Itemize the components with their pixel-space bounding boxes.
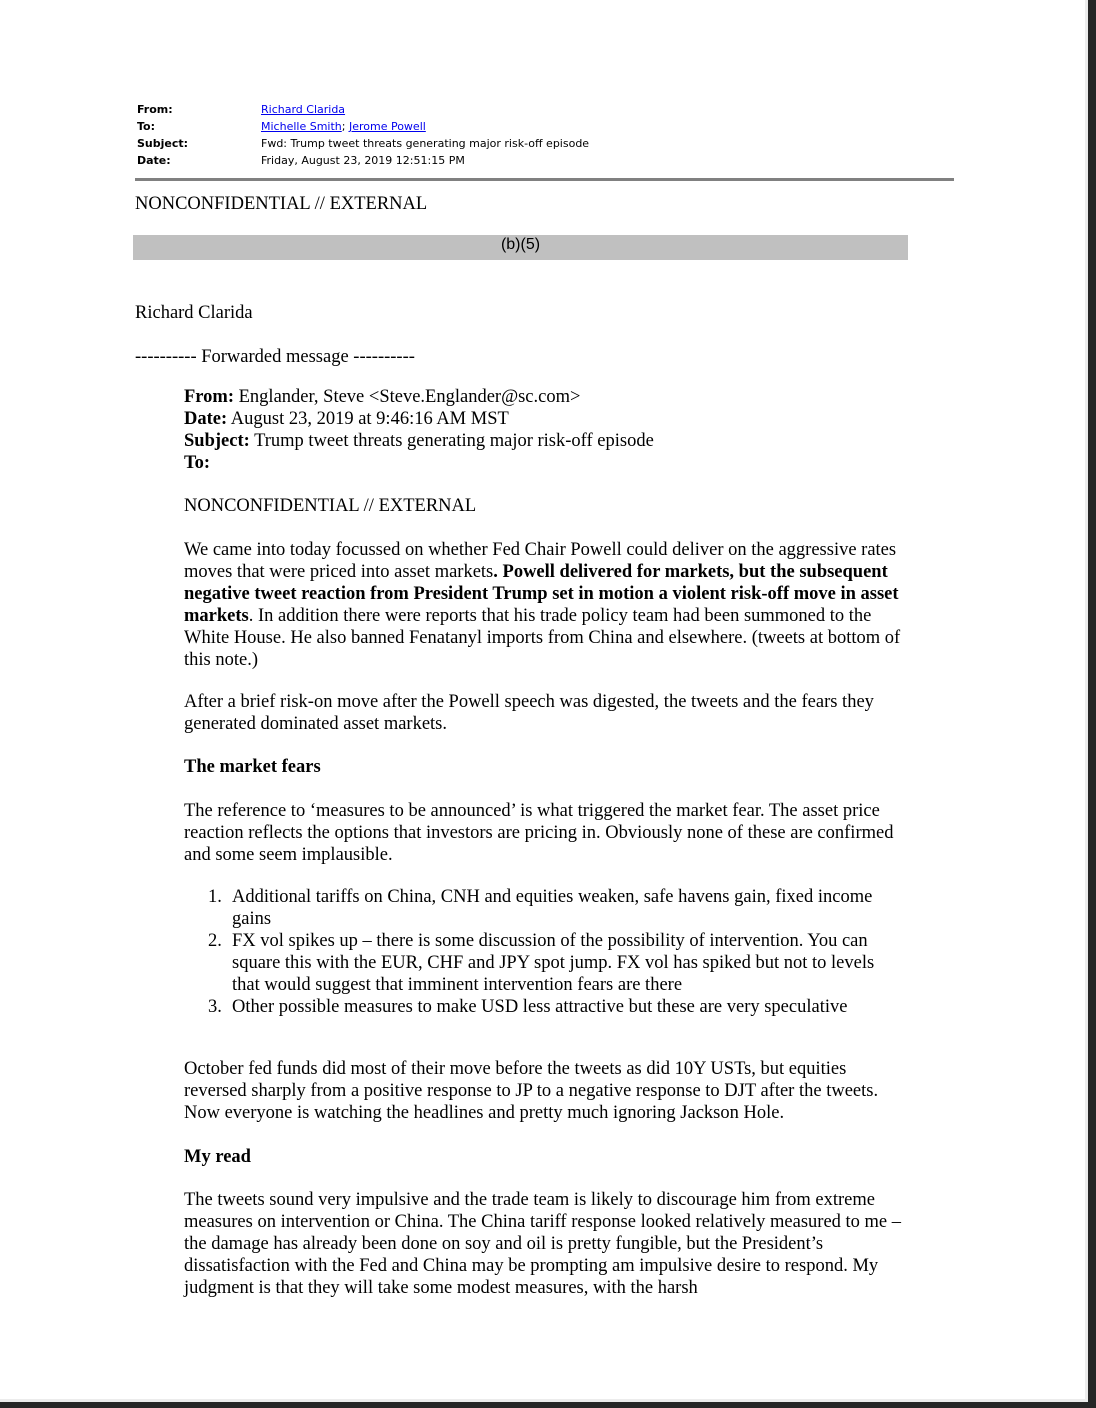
list-item-number: 1. — [208, 887, 222, 907]
list-item — [184, 930, 904, 996]
recipient-link-jerome-powell[interactable]: Jerome Powell — [348, 120, 426, 133]
classification-label: NONCONFIDENTIAL // EXTERNAL — [135, 194, 428, 214]
list-item-number: 3. — [208, 997, 222, 1017]
list-item-text: FX vol spikes up – there is some discussion of the possibility of intervention. You can square this with the EUR, CHF and JPY spot jump. FX vol has spiked but not to levels that would suggest that imminent intervention fears are there — [232, 931, 875, 995]
list-item — [184, 996, 904, 1018]
section-heading-market-fears — [184, 756, 904, 778]
fwd-subject-label: Subject: — [184, 431, 250, 451]
recipient-link-michelle-smith[interactable]: Michelle Smith — [261, 120, 342, 133]
list-item-text: Other possible measures to make USD less attractive but these are very speculative — [232, 997, 848, 1017]
fwd-subject-row — [184, 430, 904, 452]
fwd-to-row — [184, 452, 904, 474]
section-heading-my-read — [184, 1146, 904, 1168]
header-subject-label: Subject: — [137, 137, 189, 150]
recipient-separator: ; — [341, 120, 349, 133]
fwd-date-row — [184, 408, 904, 430]
header-subject-value: Fwd: Trump tweet threats generating major risk-off episode — [261, 137, 590, 150]
heading-my-read-text: My read — [184, 1147, 251, 1167]
fwd-from-label: From: — [184, 387, 234, 407]
header-from-row — [137, 101, 589, 118]
fwd-date-label: Date: — [184, 409, 228, 429]
redaction-block — [133, 235, 908, 260]
list-item-number: 2. — [208, 931, 222, 951]
heading-market-fears-text: The market fears — [184, 757, 321, 777]
fwd-classification-label: NONCONFIDENTIAL // EXTERNAL — [184, 496, 477, 516]
header-date-row — [137, 152, 589, 169]
header-to-row — [137, 118, 589, 135]
header-to-label: To: — [137, 120, 155, 133]
body-paragraph-4: October fed funds did most of their move before the tweets as did 10Y USTs, but equities reversed sharply from a positive response to JP to a negative response to DJT after the tweets. Now everyone is watching the headlines and pretty much ignoring Jackson Hole. — [184, 1059, 879, 1123]
list-item — [184, 886, 904, 930]
para1-text-a: We came into today focussed on whether Fed Chair Powell could deliver on the aggressive rates moves that were priced into asset markets — [184, 540, 897, 582]
fwd-subject-value: Trump tweet threats generating major risk-off episode — [249, 431, 654, 451]
market-fears-list — [184, 886, 904, 1018]
header-subject-row — [137, 135, 589, 152]
para1-text-b: . In addition there were reports that his trade policy team had been summoned to the White House. He also banned Fenatanyl imports from China and elsewhere. (tweets at bottom of this note.) — [184, 606, 901, 670]
body-paragraph-2: After a brief risk-on move after the Powell speech was digested, the tweets and the fears they generated dominated asset markets. — [184, 692, 874, 734]
forwarded-message-marker: ---------- Forwarded message ---------- — [135, 347, 415, 367]
header-divider — [135, 178, 954, 181]
body-paragraph-5: The tweets sound very impulsive and the trade team is likely to discourage him from extreme measures on intervention or China. The China tariff response looked relatively measured to me – the damage has already been done on soy and oil is pretty fungible, but the President’s dissatisfaction with the Fed and China may be prompting am impulsive desire to respond. My judgment is that they will take some modest measures, with the harsh — [184, 1190, 902, 1298]
body-paragraph-1 — [184, 539, 904, 671]
fwd-to-label: To: — [184, 453, 211, 473]
list-item-text: Additional tariffs on China, CNH and equities weaken, safe havens gain, fixed income gains — [232, 887, 873, 929]
redaction-label: (b)(5) — [500, 236, 541, 253]
header-date-label: Date: — [137, 154, 171, 167]
email-header — [137, 101, 589, 169]
sender-link[interactable]: Richard Clarida — [261, 103, 346, 116]
para1-bold-text: . Powell delivered for markets, but the subsequent negative tweet reaction from President Trump set in motion a violent risk-off move in asset markets — [184, 562, 899, 626]
fwd-from-value: Englander, Steve <Steve.Englander@sc.com> — [234, 387, 581, 407]
header-from-label: From: — [137, 103, 173, 116]
forwarded-header — [184, 386, 904, 474]
fwd-from-row — [184, 386, 904, 408]
fwd-date-value: August 23, 2019 at 9:46:16 AM MST — [227, 409, 509, 429]
header-date-value: Friday, August 23, 2019 12:51:15 PM — [261, 154, 465, 167]
body-paragraph-3: The reference to ‘measures to be announced’ is what triggered the market fear. The asset price reaction reflects the options that investors are pricing in. Obviously none of these are confirmed and some seem implausible. — [184, 801, 894, 865]
signature: Richard Clarida — [135, 303, 253, 323]
